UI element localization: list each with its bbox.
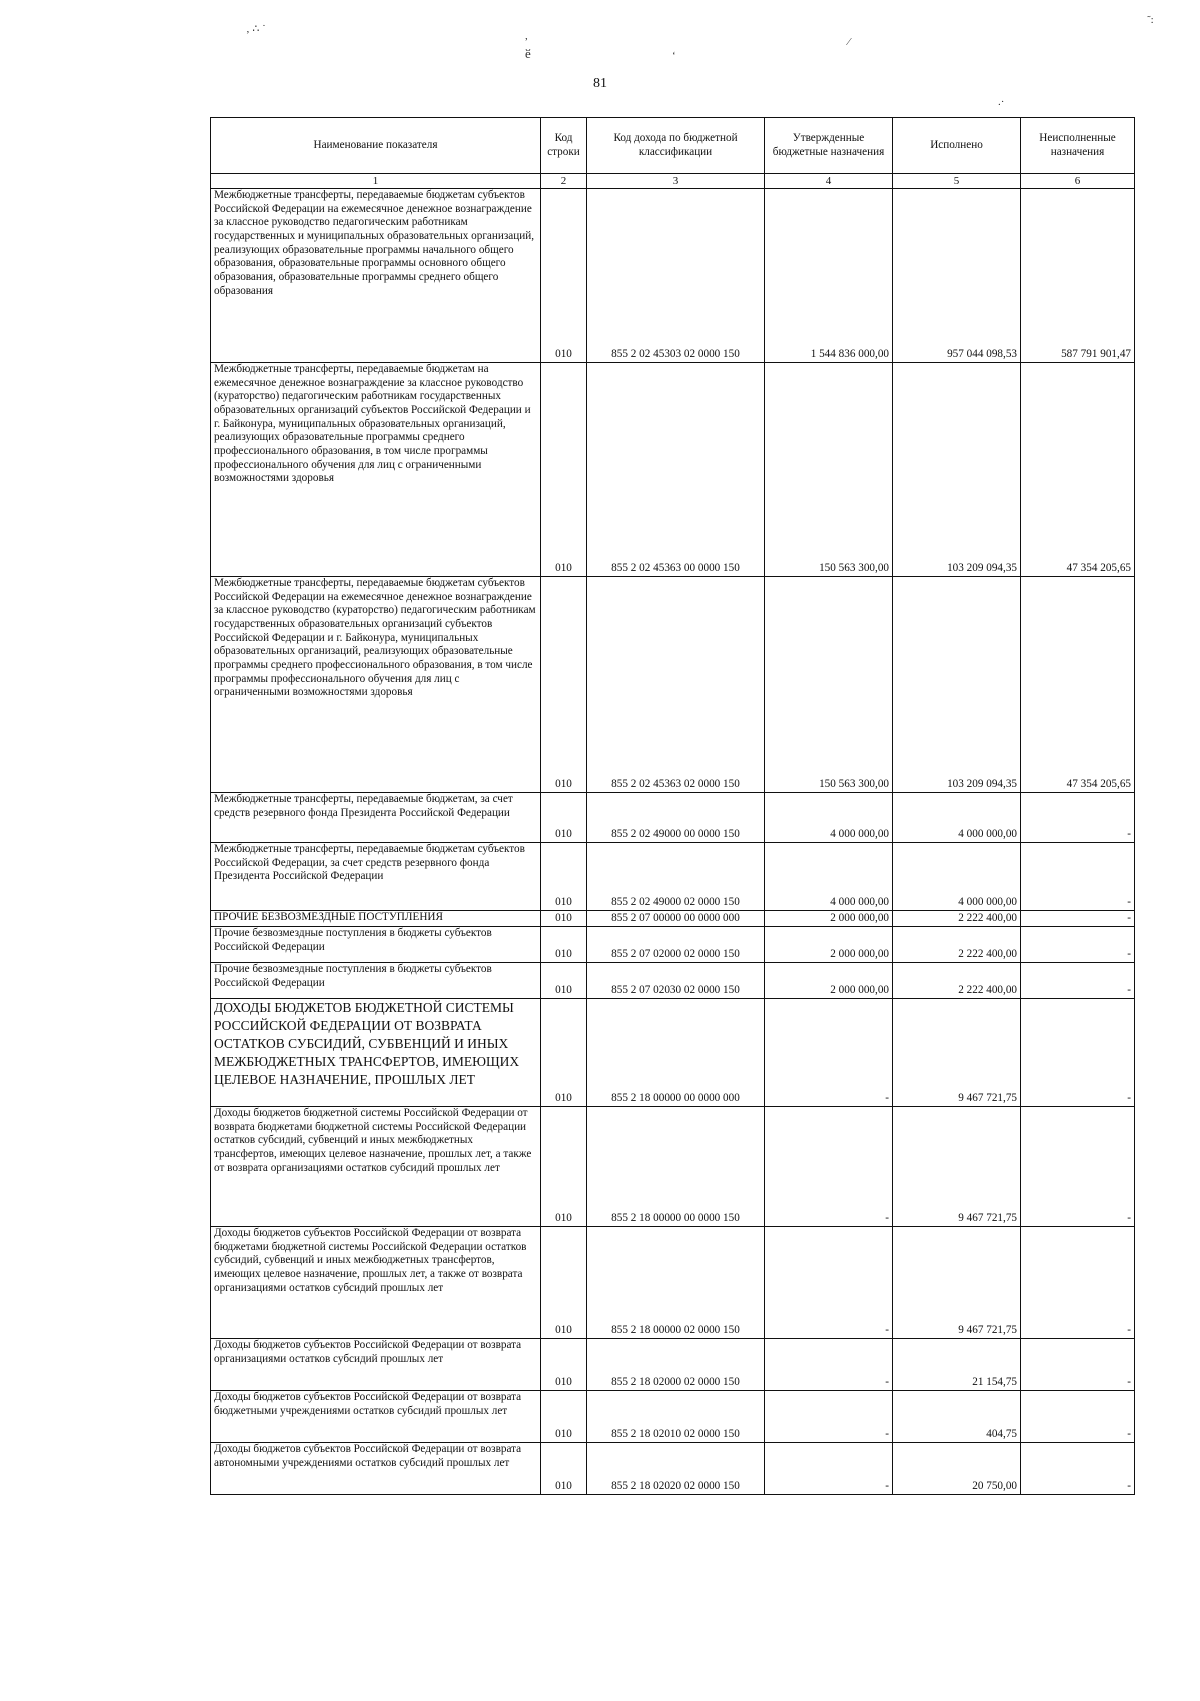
row-line-code: 010	[541, 963, 587, 999]
row-unexecuted-value: -	[1021, 1443, 1135, 1495]
row-revenue-code: 855 2 18 02010 02 0000 150	[587, 1391, 765, 1443]
row-revenue-code: 855 2 07 02000 02 0000 150	[587, 927, 765, 963]
budget-revenue-table	[210, 117, 1135, 1495]
scan-speck: ‚ ∴ ˙	[246, 23, 266, 35]
row-line-code: 010	[541, 363, 587, 577]
scan-speck: .·	[998, 96, 1005, 108]
row-revenue-code: 855 2 02 45363 02 0000 150	[587, 577, 765, 793]
scan-speck: ,	[525, 30, 528, 42]
row-unexecuted-value: -	[1021, 927, 1135, 963]
row-unexecuted-value: 47 354 205,65	[1021, 577, 1135, 793]
row-revenue-code: 855 2 07 02030 02 0000 150	[587, 963, 765, 999]
table-row	[211, 927, 1135, 963]
row-approved-value: -	[765, 999, 893, 1107]
row-unexecuted-value: -	[1021, 843, 1135, 911]
row-revenue-code: 855 2 02 49000 02 0000 150	[587, 843, 765, 911]
column-number: 4	[765, 174, 893, 189]
row-revenue-code: 855 2 18 00000 00 0000 000	[587, 999, 765, 1107]
row-unexecuted-value: 587 791 901,47	[1021, 189, 1135, 363]
row-name: Межбюджетные трансферты, передаваемые бюджетам субъектов Российской Федерации на ежемесячное денежное вознаграждение за классное руководство педагогическим работникам государственных и муниципальных образовательных организаций, реализующих образовательные программы начального общего образования, образовательные программы основного общего образования, образовательные программы среднего общего образования	[211, 189, 541, 363]
row-name: Межбюджетные трансферты, передаваемые бюджетам субъектов Российской Федерации, за счет средств резервного фонда Президента Российской Федерации	[211, 843, 541, 911]
row-revenue-code: 855 2 07 00000 00 0000 000	[587, 911, 765, 927]
row-name: Доходы бюджетов субъектов Российской Федерации от возврата бюджетами бюджетной системы Российской Федерации остатков субсидий, субвенций и иных межбюджетных трансфертов, имеющих целевое назначение, прошлых лет, а также от возврата организациями остатков субсидий прошлых лет	[211, 1227, 541, 1339]
row-executed-value: 103 209 094,35	[893, 363, 1021, 577]
row-unexecuted-value: -	[1021, 1227, 1135, 1339]
row-name: Доходы бюджетов субъектов Российской Федерации от возврата автономными учреждениями остатков субсидий прошлых лет	[211, 1443, 541, 1495]
row-line-code: 010	[541, 189, 587, 363]
row-line-code: 010	[541, 1227, 587, 1339]
column-number: 6	[1021, 174, 1135, 189]
row-line-code: 010	[541, 911, 587, 927]
row-revenue-code: 855 2 18 02020 02 0000 150	[587, 1443, 765, 1495]
row-executed-value: 9 467 721,75	[893, 999, 1021, 1107]
table-row	[211, 999, 1135, 1107]
row-name: Межбюджетные трансферты, передаваемые бюджетам на ежемесячное денежное вознаграждение за классное руководство (кураторство) педагогическим работникам государственных образовательных организаций субъектов Российской Федерации и г. Байконура, муниципальных образовательных организаций, реализующих образовательные программы среднего профессионального образования, в том числе программы профессионального обучения для лиц с ограниченными возможностями здоровья	[211, 363, 541, 577]
row-approved-value: -	[765, 1391, 893, 1443]
row-approved-value: 1 544 836 000,00	[765, 189, 893, 363]
table-row	[211, 189, 1135, 363]
row-unexecuted-value: -	[1021, 793, 1135, 843]
row-line-code: 010	[541, 927, 587, 963]
row-line-code: 010	[541, 577, 587, 793]
row-executed-value: 9 467 721,75	[893, 1227, 1021, 1339]
column-number: 3	[587, 174, 765, 189]
row-executed-value: 21 154,75	[893, 1339, 1021, 1391]
column-number: 1	[211, 174, 541, 189]
table-row	[211, 963, 1135, 999]
row-line-code: 010	[541, 1339, 587, 1391]
scan-speck: ˜:	[1147, 14, 1154, 26]
row-unexecuted-value: -	[1021, 1391, 1135, 1443]
header-revenue-code: Код дохода по бюджетной классификации	[587, 118, 765, 174]
row-revenue-code: 855 2 02 45303 02 0000 150	[587, 189, 765, 363]
row-executed-value: 404,75	[893, 1391, 1021, 1443]
row-name: Доходы бюджетов бюджетной системы Российской Федерации от возврата бюджетами бюджетной системы Российской Федерации остатков субсидий, субвенций и иных межбюджетных трансфертов, имеющих целевое назначение, прошлых лет, а также от возврата организациями остатков субсидий прошлых лет	[211, 1107, 541, 1227]
header-name: Наименование показателя	[211, 118, 541, 174]
row-executed-value: 2 222 400,00	[893, 911, 1021, 927]
row-approved-value: -	[765, 1443, 893, 1495]
row-revenue-code: 855 2 18 00000 02 0000 150	[587, 1227, 765, 1339]
column-number: 5	[893, 174, 1021, 189]
table-row	[211, 843, 1135, 911]
scan-speck: ӗ	[525, 46, 531, 61]
header-approved: Утвержденные бюджетные назначения	[765, 118, 893, 174]
row-approved-value: 2 000 000,00	[765, 911, 893, 927]
row-line-code: 010	[541, 793, 587, 843]
row-unexecuted-value: -	[1021, 1339, 1135, 1391]
row-approved-value: 150 563 300,00	[765, 577, 893, 793]
row-revenue-code: 855 2 02 45363 00 0000 150	[587, 363, 765, 577]
row-name: ДОХОДЫ БЮДЖЕТОВ БЮДЖЕТНОЙ СИСТЕМЫ РОССИЙСКОЙ ФЕДЕРАЦИИ ОТ ВОЗВРАТА ОСТАТКОВ СУБСИДИЙ, СУБВЕНЦИЙ И ИНЫХ МЕЖБЮДЖЕТНЫХ ТРАНСФЕРТОВ, ИМЕЮЩИХ ЦЕЛЕВОЕ НАЗНАЧЕНИЕ, ПРОШЛЫХ ЛЕТ	[211, 999, 541, 1107]
row-approved-value: 2 000 000,00	[765, 963, 893, 999]
header-line-code: Код строки	[541, 118, 587, 174]
row-executed-value: 2 222 400,00	[893, 927, 1021, 963]
row-executed-value: 4 000 000,00	[893, 843, 1021, 911]
row-line-code: 010	[541, 999, 587, 1107]
header-unexecuted: Неисполненные назначения	[1021, 118, 1135, 174]
table-row	[211, 793, 1135, 843]
row-line-code: 010	[541, 1443, 587, 1495]
table-row	[211, 363, 1135, 577]
scan-speck: ‘	[672, 50, 676, 62]
row-approved-value: -	[765, 1339, 893, 1391]
row-approved-value: -	[765, 1107, 893, 1227]
table-row	[211, 1227, 1135, 1339]
row-line-code: 010	[541, 1391, 587, 1443]
table-row	[211, 1107, 1135, 1227]
row-unexecuted-value: -	[1021, 1107, 1135, 1227]
row-unexecuted-value: -	[1021, 963, 1135, 999]
row-line-code: 010	[541, 1107, 587, 1227]
row-unexecuted-value: 47 354 205,65	[1021, 363, 1135, 577]
table-row	[211, 1339, 1135, 1391]
page-number: 81	[593, 76, 607, 91]
row-name: Межбюджетные трансферты, передаваемые бюджетам, за счет средств резервного фонда Президента Российской Федерации	[211, 793, 541, 843]
row-name: ПРОЧИЕ БЕЗВОЗМЕЗДНЫЕ ПОСТУПЛЕНИЯ	[211, 911, 541, 927]
row-executed-value: 2 222 400,00	[893, 963, 1021, 999]
row-unexecuted-value: -	[1021, 911, 1135, 927]
row-executed-value: 20 750,00	[893, 1443, 1021, 1495]
row-approved-value: 4 000 000,00	[765, 843, 893, 911]
row-revenue-code: 855 2 18 00000 00 0000 150	[587, 1107, 765, 1227]
column-numbers-row	[211, 174, 1135, 189]
row-name: Доходы бюджетов субъектов Российской Федерации от возврата бюджетными учреждениями остатков субсидий прошлых лет	[211, 1391, 541, 1443]
table-header-row	[211, 118, 1135, 174]
table-row	[211, 577, 1135, 793]
row-approved-value: 2 000 000,00	[765, 927, 893, 963]
row-name: Доходы бюджетов субъектов Российской Федерации от возврата организациями остатков субсидий прошлых лет	[211, 1339, 541, 1391]
row-approved-value: 150 563 300,00	[765, 363, 893, 577]
table-row	[211, 1391, 1135, 1443]
row-name: Межбюджетные трансферты, передаваемые бюджетам субъектов Российской Федерации на ежемесячное денежное вознаграждение за классное руководство (кураторство) педагогическим работникам государственных образовательных организаций субъектов Российской Федерации и г. Байконура, муниципальных образовательных организаций, реализующих образовательные программы среднего профессионального образования, в том числе программы профессионального обучения для лиц с ограниченными возможностями здоровья	[211, 577, 541, 793]
row-name: Прочие безвозмездные поступления в бюджеты субъектов Российской Федерации	[211, 927, 541, 963]
row-approved-value: 4 000 000,00	[765, 793, 893, 843]
row-executed-value: 957 044 098,53	[893, 189, 1021, 363]
row-unexecuted-value: -	[1021, 999, 1135, 1107]
row-line-code: 010	[541, 843, 587, 911]
header-executed: Исполнено	[893, 118, 1021, 174]
row-executed-value: 103 209 094,35	[893, 577, 1021, 793]
row-executed-value: 4 000 000,00	[893, 793, 1021, 843]
table-row	[211, 1443, 1135, 1495]
scan-speck: ⁄	[848, 36, 850, 48]
row-revenue-code: 855 2 18 02000 02 0000 150	[587, 1339, 765, 1391]
row-revenue-code: 855 2 02 49000 00 0000 150	[587, 793, 765, 843]
row-approved-value: -	[765, 1227, 893, 1339]
row-name: Прочие безвозмездные поступления в бюджеты субъектов Российской Федерации	[211, 963, 541, 999]
column-number: 2	[541, 174, 587, 189]
table-row	[211, 911, 1135, 927]
row-executed-value: 9 467 721,75	[893, 1107, 1021, 1227]
